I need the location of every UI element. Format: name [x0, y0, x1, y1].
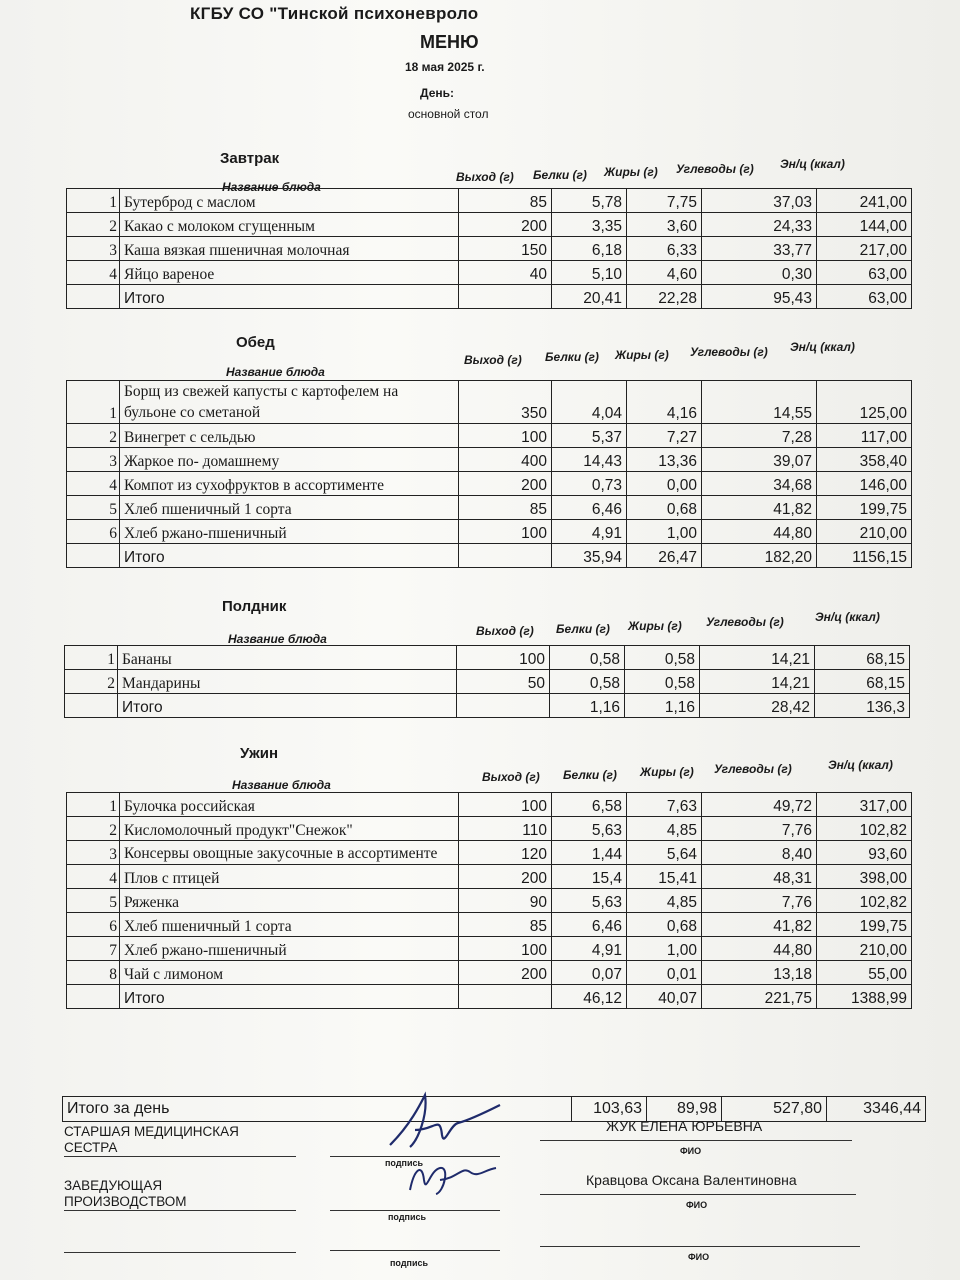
dish-output: 50 [457, 670, 550, 694]
dish-protein: 0,58 [550, 646, 625, 670]
total-fat: 1,16 [625, 694, 700, 718]
dish-energy: 210,00 [817, 937, 912, 961]
dish-energy: 210,00 [817, 520, 912, 544]
total-number-cell [67, 285, 120, 309]
dish-energy: 93,60 [817, 841, 912, 865]
dish-energy: 68,15 [815, 646, 910, 670]
dish-energy: 199,75 [817, 496, 912, 520]
total-number-cell [67, 544, 120, 568]
total-output [459, 285, 552, 309]
row-number: 1 [67, 381, 120, 424]
total-energy: 136,3 [815, 694, 910, 718]
lunch-title: Обед [236, 334, 275, 351]
production-sign-caption: подпись [388, 1212, 427, 1222]
dish-energy: 63,00 [817, 261, 912, 285]
dish-name: Консервы овощные закусочные в ассортименте [120, 841, 459, 865]
row-number: 4 [67, 865, 120, 889]
dish-energy: 102,82 [817, 817, 912, 841]
table-row [67, 961, 912, 985]
dish-protein: 5,63 [552, 817, 627, 841]
third-fio-line [540, 1246, 860, 1247]
table-row [67, 937, 912, 961]
table-row [67, 448, 912, 472]
col-header-fat: Жиры (г) [628, 619, 682, 633]
nurse-sign-caption: подпись [385, 1158, 424, 1168]
table-row [65, 670, 910, 694]
table-row [67, 520, 912, 544]
dish-output: 40 [459, 261, 552, 285]
total-protein: 20,41 [552, 285, 627, 309]
dish-carbs: 7,28 [702, 424, 817, 448]
dish-name: Хлеб пшеничный 1 сорта [120, 496, 459, 520]
table-row [67, 889, 912, 913]
dish-name: Жаркое по- домашнему [120, 448, 459, 472]
breakfast-table [66, 188, 912, 309]
table-row [65, 646, 910, 670]
dish-energy: 117,00 [817, 424, 912, 448]
dish-protein: 15,4 [552, 865, 627, 889]
nurse-role-line [64, 1156, 296, 1157]
dinner-title: Ужин [240, 745, 279, 762]
lunch-table [66, 380, 912, 568]
dish-carbs: 14,55 [702, 381, 817, 424]
dish-protein: 0,07 [552, 961, 627, 985]
dish-fat: 0,58 [625, 670, 700, 694]
total-row [67, 544, 912, 568]
total-label: Итого [120, 285, 459, 309]
dish-carbs: 13,18 [702, 961, 817, 985]
dish-protein: 14,43 [552, 448, 627, 472]
nurse-role: СТАРШАЯ МЕДИЦИНСКАЯ СЕСТРА [64, 1124, 239, 1155]
row-number: 1 [65, 646, 118, 670]
nurse-fio-line [540, 1140, 852, 1141]
dish-fat: 0,01 [627, 961, 702, 985]
dish-protein: 6,46 [552, 913, 627, 937]
dish-name: Каша вязкая пшеничная молочная [120, 237, 459, 261]
table-row [67, 913, 912, 937]
dish-carbs: 34,68 [702, 472, 817, 496]
dish-fat: 4,60 [627, 261, 702, 285]
row-number: 6 [67, 520, 120, 544]
day-total-label: Итого за день [63, 1097, 572, 1122]
dish-protein: 1,44 [552, 841, 627, 865]
row-number: 5 [67, 889, 120, 913]
dish-fat: 4,16 [627, 381, 702, 424]
dish-energy: 398,00 [817, 865, 912, 889]
row-number: 3 [67, 448, 120, 472]
total-carbs: 221,75 [702, 985, 817, 1009]
production-role: ЗАВЕДУЮЩАЯ ПРОИЗВОДСТВОМ [64, 1178, 187, 1209]
dish-energy: 146,00 [817, 472, 912, 496]
table-row [67, 793, 912, 817]
table-row [67, 237, 912, 261]
col-header-energy: Эн/ц (ккал) [828, 758, 893, 772]
table-row [67, 496, 912, 520]
dish-energy: 144,00 [817, 213, 912, 237]
dish-output: 85 [459, 913, 552, 937]
dish-output: 350 [459, 381, 552, 424]
row-number: 1 [67, 793, 120, 817]
dish-name: Какао с молоком сгущенным [120, 213, 459, 237]
dish-protein: 4,91 [552, 937, 627, 961]
dish-energy: 199,75 [817, 913, 912, 937]
col-header-name: Название блюда [232, 778, 331, 792]
dish-fat: 7,75 [627, 189, 702, 213]
dish-carbs: 0,30 [702, 261, 817, 285]
organization-name: КГБУ СО "Тинской психоневроло [190, 4, 479, 23]
col-header-energy: Эн/ц (ккал) [780, 157, 845, 171]
col-header-carbs: Углеводы (г) [690, 345, 768, 359]
dish-fat: 5,64 [627, 841, 702, 865]
dish-carbs: 8,40 [702, 841, 817, 865]
dinner-table [66, 792, 912, 1009]
col-header-protein: Белки (г) [556, 622, 610, 636]
dish-fat: 1,00 [627, 937, 702, 961]
total-protein: 35,94 [552, 544, 627, 568]
day-total-protein: 103,63 [572, 1097, 647, 1122]
dish-name: Бананы [118, 646, 457, 670]
total-number-cell [67, 985, 120, 1009]
dish-carbs: 14,21 [700, 646, 815, 670]
dish-protein: 3,35 [552, 213, 627, 237]
col-header-fat: Жиры (г) [615, 348, 669, 362]
dish-output: 100 [457, 646, 550, 670]
snack-table [64, 645, 910, 718]
dish-carbs: 14,21 [700, 670, 815, 694]
col-header-name: Название блюда [228, 632, 327, 646]
dish-name: Компот из сухофруктов в ассортименте [120, 472, 459, 496]
dish-name: Булочка российская [120, 793, 459, 817]
dish-output: 150 [459, 237, 552, 261]
total-label: Итого [118, 694, 457, 718]
dish-fat: 3,60 [627, 213, 702, 237]
dish-name: Ряженка [120, 889, 459, 913]
dish-energy: 241,00 [817, 189, 912, 213]
total-row [65, 694, 910, 718]
dish-protein: 4,91 [552, 520, 627, 544]
col-header-energy: Эн/ц (ккал) [790, 340, 855, 354]
snack-title: Полдник [222, 598, 287, 615]
table-type: основной стол [408, 107, 489, 121]
third-role-line [64, 1252, 296, 1253]
dish-energy: 317,00 [817, 793, 912, 817]
third-sign-caption: подпись [390, 1258, 429, 1268]
dish-fat: 0,68 [627, 496, 702, 520]
dish-fat: 0,68 [627, 913, 702, 937]
total-fat: 40,07 [627, 985, 702, 1009]
total-row [67, 985, 912, 1009]
table-row [67, 424, 912, 448]
production-sign-line [330, 1210, 500, 1211]
dish-fat: 15,41 [627, 865, 702, 889]
dish-protein: 5,78 [552, 189, 627, 213]
table-row [67, 213, 912, 237]
dish-output: 100 [459, 793, 552, 817]
dish-name: Борщ из свежей капусты с картофелем на бульоне со сметаной [120, 381, 459, 424]
total-energy: 63,00 [817, 285, 912, 309]
production-fio-caption: ФИО [686, 1200, 708, 1210]
total-output [459, 544, 552, 568]
total-carbs: 28,42 [700, 694, 815, 718]
dish-carbs: 41,82 [702, 913, 817, 937]
col-header-energy: Эн/ц (ккал) [815, 610, 880, 624]
col-header-out: Выход (г) [482, 770, 540, 784]
col-header-protein: Белки (г) [533, 168, 587, 182]
col-header-fat: Жиры (г) [640, 765, 694, 779]
dish-output: 85 [459, 189, 552, 213]
document-title: МЕНЮ [420, 32, 479, 52]
dish-energy: 217,00 [817, 237, 912, 261]
dish-output: 100 [459, 937, 552, 961]
table-row [67, 865, 912, 889]
dish-energy: 358,40 [817, 448, 912, 472]
dish-carbs: 39,07 [702, 448, 817, 472]
row-number: 8 [67, 961, 120, 985]
dish-energy: 68,15 [815, 670, 910, 694]
total-number-cell [65, 694, 118, 718]
total-fat: 26,47 [627, 544, 702, 568]
dish-fat: 13,36 [627, 448, 702, 472]
col-header-carbs: Углеводы (г) [714, 762, 792, 776]
dish-name: Плов с птицей [120, 865, 459, 889]
third-fio-caption: ФИО [688, 1252, 710, 1262]
dish-fat: 4,85 [627, 817, 702, 841]
col-header-name: Название блюда [222, 180, 321, 194]
col-header-out: Выход (г) [476, 624, 534, 638]
total-protein: 1,16 [550, 694, 625, 718]
dish-name: Хлеб ржано-пшеничный [120, 937, 459, 961]
dish-carbs: 41,82 [702, 496, 817, 520]
row-number: 5 [67, 496, 120, 520]
col-header-protein: Белки (г) [545, 350, 599, 364]
dish-fat: 7,27 [627, 424, 702, 448]
nurse-name: ЖУК ЕЛЕНА ЮРЬЕВНА [606, 1118, 763, 1134]
production-name: Кравцова Оксана Валентиновна [586, 1172, 797, 1188]
dish-protein: 6,58 [552, 793, 627, 817]
dish-output: 100 [459, 424, 552, 448]
total-energy: 1156,15 [817, 544, 912, 568]
row-number: 6 [67, 913, 120, 937]
dish-name: Чай с лимоном [120, 961, 459, 985]
total-output [457, 694, 550, 718]
col-header-name: Название блюда [226, 365, 325, 379]
dish-fat: 4,85 [627, 889, 702, 913]
dish-output: 110 [459, 817, 552, 841]
dish-output: 100 [459, 520, 552, 544]
dish-output: 90 [459, 889, 552, 913]
dish-protein: 5,63 [552, 889, 627, 913]
menu-date: 18 мая 2025 г. [405, 60, 485, 74]
dish-output: 200 [459, 865, 552, 889]
dish-carbs: 7,76 [702, 889, 817, 913]
third-sign-line [330, 1250, 500, 1251]
dish-carbs: 44,80 [702, 937, 817, 961]
row-number: 2 [67, 424, 120, 448]
production-fio-line [540, 1194, 856, 1195]
row-number: 3 [67, 841, 120, 865]
col-header-out: Выход (г) [464, 353, 522, 367]
row-number: 4 [67, 261, 120, 285]
dish-protein: 5,10 [552, 261, 627, 285]
dish-name: Хлеб пшеничный 1 сорта [120, 913, 459, 937]
dish-output: 85 [459, 496, 552, 520]
col-header-protein: Белки (г) [563, 768, 617, 782]
dish-fat: 0,00 [627, 472, 702, 496]
col-header-fat: Жиры (г) [604, 165, 658, 179]
dish-fat: 0,58 [625, 646, 700, 670]
dish-protein: 0,58 [550, 670, 625, 694]
total-label: Итого [120, 544, 459, 568]
production-signature [400, 1150, 510, 1210]
total-row [67, 285, 912, 309]
row-number: 4 [67, 472, 120, 496]
table-row [67, 472, 912, 496]
dish-energy: 125,00 [817, 381, 912, 424]
dish-name: Яйцо вареное [120, 261, 459, 285]
total-fat: 22,28 [627, 285, 702, 309]
row-number: 2 [67, 213, 120, 237]
row-number: 2 [65, 670, 118, 694]
dish-carbs: 37,03 [702, 189, 817, 213]
dish-protein: 6,46 [552, 496, 627, 520]
dish-output: 200 [459, 472, 552, 496]
dish-name: Мандарины [118, 670, 457, 694]
table-row [67, 841, 912, 865]
dish-protein: 0,73 [552, 472, 627, 496]
table-row [67, 817, 912, 841]
day-total-energy: 3346,44 [827, 1097, 926, 1122]
col-header-carbs: Углеводы (г) [676, 162, 754, 176]
dish-name: Кисломолочный продукт"Снежок" [120, 817, 459, 841]
day-label: День: [420, 86, 454, 100]
total-label: Итого [120, 985, 459, 1009]
col-header-carbs: Углеводы (г) [706, 615, 784, 629]
dish-name: Винегрет с сельдью [120, 424, 459, 448]
dish-protein: 5,37 [552, 424, 627, 448]
row-number: 2 [67, 817, 120, 841]
dish-output: 200 [459, 961, 552, 985]
dish-protein: 4,04 [552, 381, 627, 424]
table-row [67, 381, 912, 424]
dish-output: 400 [459, 448, 552, 472]
table-row [67, 261, 912, 285]
total-carbs: 95,43 [702, 285, 817, 309]
dish-energy: 55,00 [817, 961, 912, 985]
dish-output: 120 [459, 841, 552, 865]
col-header-out: Выход (г) [456, 170, 514, 184]
dish-fat: 1,00 [627, 520, 702, 544]
dish-output: 200 [459, 213, 552, 237]
total-energy: 1388,99 [817, 985, 912, 1009]
day-total-fat: 89,98 [647, 1097, 722, 1122]
dish-name: Бутерброд с маслом [120, 189, 459, 213]
dish-carbs: 7,76 [702, 817, 817, 841]
production-role-line [64, 1210, 296, 1211]
breakfast-title: Завтрак [220, 150, 280, 167]
dish-fat: 7,63 [627, 793, 702, 817]
dish-protein: 6,18 [552, 237, 627, 261]
total-output [459, 985, 552, 1009]
dish-carbs: 48,31 [702, 865, 817, 889]
table-row [67, 189, 912, 213]
total-protein: 46,12 [552, 985, 627, 1009]
dish-carbs: 24,33 [702, 213, 817, 237]
nurse-fio-caption: ФИО [680, 1146, 702, 1156]
dish-energy: 102,82 [817, 889, 912, 913]
dish-carbs: 49,72 [702, 793, 817, 817]
row-number: 1 [67, 189, 120, 213]
dish-carbs: 44,80 [702, 520, 817, 544]
row-number: 3 [67, 237, 120, 261]
dish-name: Хлеб ржано-пшеничный [120, 520, 459, 544]
day-total-carbs: 527,80 [722, 1097, 827, 1122]
dish-carbs: 33,77 [702, 237, 817, 261]
dish-fat: 6,33 [627, 237, 702, 261]
total-carbs: 182,20 [702, 544, 817, 568]
row-number: 7 [67, 937, 120, 961]
